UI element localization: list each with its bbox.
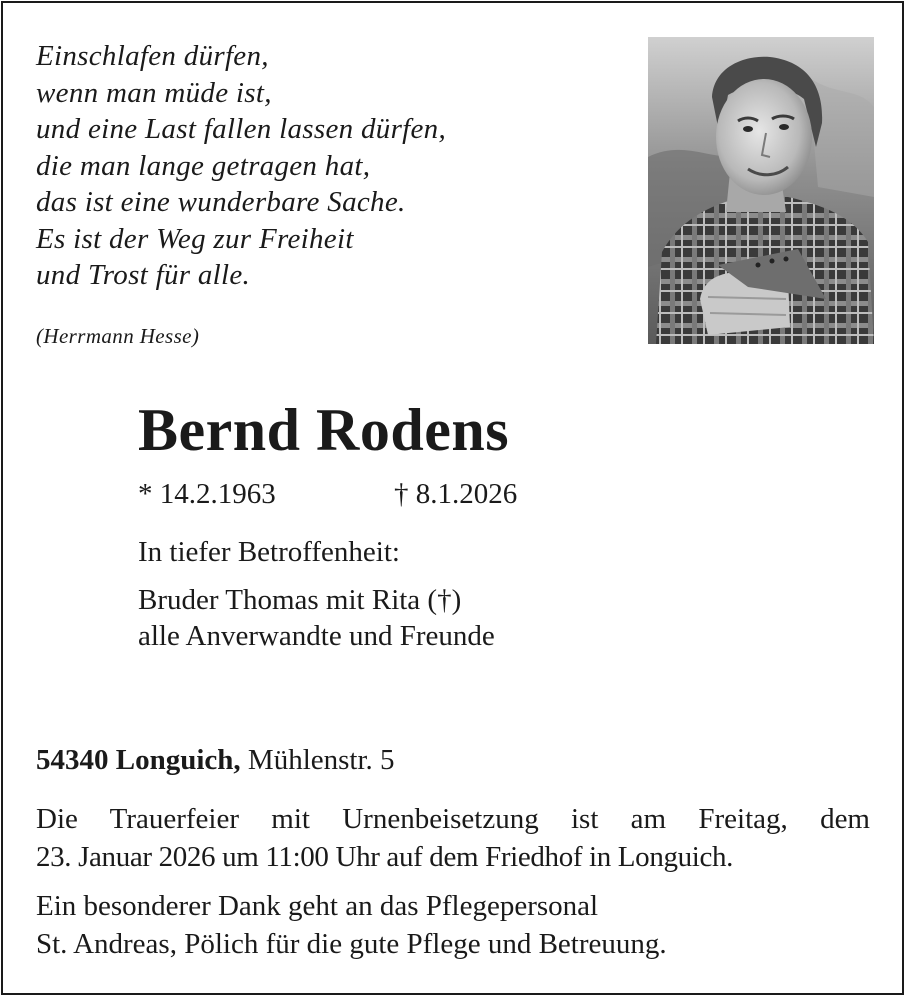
mourner-line: Bruder Thomas mit Rita (†) — [138, 584, 462, 616]
poem-line: Es ist der Weg zur Freiheit — [36, 222, 354, 255]
life-dates — [138, 478, 518, 511]
mourners-block — [138, 534, 495, 654]
ceremony-line: Die Trauerfeier mit Urnenbeisetzung ist am Freitag, dem — [36, 803, 870, 835]
poem-line: wenn man müde ist, — [36, 76, 272, 109]
mourners-intro: In tiefer Betroffenheit: — [138, 536, 400, 568]
address-city: 54340 Longuich, — [36, 744, 241, 776]
poem-line: Einschlafen dürfen, — [36, 40, 269, 72]
poem — [36, 38, 596, 294]
ceremony-notice — [36, 800, 870, 876]
mourner-line: alle Anverwandte und Freunde — [138, 620, 495, 652]
poem-line: und eine Last fallen lassen dürfen, — [36, 113, 447, 145]
thanks-line: St. Andreas, Pölich für die gute Pflege und Betreuung. — [36, 928, 667, 960]
thanks-notice — [36, 887, 667, 963]
thanks-line: Ein besonderer Dank geht an das Pflegepersonal — [36, 890, 599, 922]
poem-line: das ist eine wunderbare Sache. — [36, 186, 406, 218]
address-street: Mühlenstr. 5 — [247, 744, 395, 776]
ceremony-line: 23. Januar 2026 um 11:00 Uhr auf dem Friedhof in Longuich. — [36, 841, 734, 873]
poem-line: die man lange getragen hat, — [36, 149, 371, 182]
birth-date: * 14.2.1963 — [138, 478, 276, 510]
death-date: † 8.1.2026 — [394, 478, 518, 510]
deceased-name: Bernd Rodens — [138, 397, 510, 463]
poem-author: (Herrmann Hesse) — [36, 324, 200, 348]
poem-line: und Trost für alle. — [36, 259, 251, 291]
address — [36, 744, 395, 777]
portrait-photo — [648, 37, 874, 344]
